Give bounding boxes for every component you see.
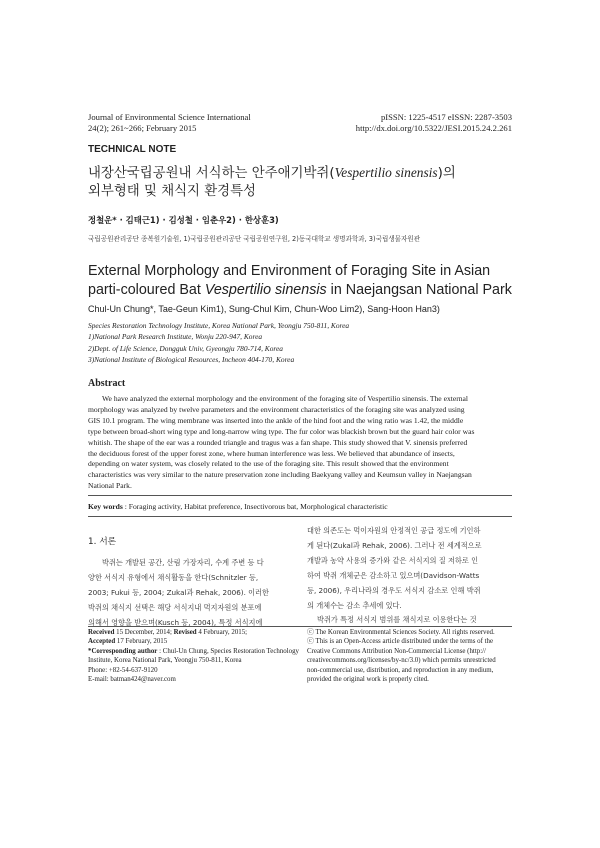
license-line: provided the original work is properly cited. <box>307 676 429 684</box>
doi-link[interactable]: http://dx.doi.org/10.5322/JESI.2015.24.2.261 <box>355 123 512 133</box>
footer-line: Phone: +82-54-637-9120 <box>88 666 158 674</box>
footer-line: Received 15 December, 2014; Revised 4 February, 2015; <box>88 629 248 636</box>
abstract-line: We have analyzed the external morphology and the environment of the foraging site of Vespertilio sinensis. The external <box>102 394 469 403</box>
issn: pISSN: 1225-4517 eISSN: 2287-3503 <box>380 112 512 122</box>
body-line: 하여 박쥐 개체군은 감소하고 있으며(Davidson-Watts <box>307 570 480 580</box>
journal-volume: 24(2); 261~266; February 2015 <box>88 123 197 133</box>
korean-authors: 정철운* · 김태근1) · 김성철 · 임춘우2) · 한상훈3) <box>88 215 279 225</box>
abstract-heading: Abstract <box>88 378 126 389</box>
abstract-body <box>88 394 512 492</box>
abstract-line: National Park. <box>88 481 132 491</box>
license-line: non-commercial use, distribution, and reproduction in any medium, <box>307 666 494 674</box>
body-line: 박쥐가 특정 서식지 범위를 채식지로 이용한다는 것 <box>317 615 477 625</box>
body-line: 의해서 영향을 받으며(Kusch 등, 2004), 특정 서식지에 <box>88 617 263 627</box>
abstract-line: type between broad-short wing type and long-narrow wing type. The fur color was blackish brown but the guard hair color was <box>88 426 475 436</box>
footer-received <box>88 628 299 684</box>
abstract-line: GIS 10.1 program. The wing membrane was inserted into the ankle of the hind foot and the wing ratio was 1.42, the middle <box>88 415 464 425</box>
footer-line: *Corresponding author : Chul-Un Chung, Species Restoration Technology <box>88 647 299 655</box>
english-authors: Chul-Un Chung*, Tae-Geun Kim1), Sung-Chul Kim, Chun-Woo Lim2), Sang-Hoon Han3) <box>88 304 440 314</box>
license-line: ⓒ This is an Open-Access article distributed under the terms of the <box>307 638 494 646</box>
english-title: External Morphology and Environment of Foraging Site in Asian parti-coloured Bat Vespertilio sinensis in Naejangsan National Park <box>88 263 512 298</box>
journal-ids <box>356 112 512 134</box>
journal-header <box>88 112 251 134</box>
divider <box>88 626 512 627</box>
body-line: 대한 의존도는 먹이자원의 안정적인 공급 정도에 기인하 <box>307 526 481 535</box>
abstract-line: depending on water system, was closely related to the use of the foraging site. This result showed that the environment <box>88 459 449 469</box>
footer-line: E-mail: batman424@naver.com <box>88 676 176 684</box>
footer-license <box>307 628 512 684</box>
korean-title-species: Vespertilio sinensis <box>334 165 438 180</box>
footer-line: Institute, Korea National Park, Yeongju 750-811, Korea <box>88 657 242 665</box>
korean-affiliations: 국립공원관리공단 종복원기술원, 1)국립공원관리공단 국립공원연구원, 2)동국대학교 생명과학과, 3)국립생물자원관 <box>88 235 421 243</box>
english-affiliations: Species Restoration Technology Institute, Korea National Park, Yeongju 750-811, Korea 1)National Park Research Institute, Wonju 220-947, Korea 2)Dept. of Life Science, Dongguk Univ, Gyeongju 780-714, Korea 3)National Institute of Biological Resources, Incheon 404-170, Korea <box>88 321 350 364</box>
abstract-line: morphology was analyzed by twelve parameters and the environment characteristics of the foraging site was analyzed using <box>88 404 465 414</box>
body-line: 박쥐는 개발된 공간, 산림 가장자리, 수계 주변 등 다 <box>102 558 264 567</box>
body-column-right <box>307 524 512 628</box>
body-line: 등, 2006), 우리나라의 경우도 서식지 감소로 인해 박쥐 <box>307 585 481 595</box>
body-line: 의 개체수는 감소 추세에 있다. <box>307 600 402 610</box>
abstract-line: the deciduous forest of the upper forest zone, where human interference was less. We believed that abundance of insects, <box>88 448 455 458</box>
section-heading: 1. 서론 <box>88 537 117 547</box>
body-line: 양한 서식지 유형에서 채식활동을 한다(Schnitzler 등, <box>88 572 259 582</box>
journal-name: Journal of Environmental Science International <box>88 112 251 122</box>
license-line: creativecommons.org/licenses/by-nc/3.0) which permits unrestricted <box>307 657 496 665</box>
abstract-line: characteristics was very similar to the nature preservation zone including Baekyang valley and Keumsun valley in Naejangsan <box>88 470 472 480</box>
body-line: 2003; Fukui 등, 2004; Zukal과 Rehak, 2006). 이러한 <box>88 587 270 597</box>
english-title-species: Vespertilio sinensis <box>204 282 327 298</box>
body-line: 박쥐의 채식지 선택은 해당 서식지내 먹지자원의 분포에 <box>88 602 262 612</box>
abstract-line: whitish. The shape of the ear was a rounded triangle and tragus was a fan shape. This study showed that V. sinensis preferred <box>88 437 468 447</box>
license-line: ⓒ The Korean Environmental Sciences Society. All rights reserved. <box>307 629 495 636</box>
license-line: Creative Commons Attribution Non-Commercial License (http:// <box>307 647 486 655</box>
divider <box>88 516 512 517</box>
body-line: 게 된다(Zukal과 Rehak, 2006). 그러나 전 세계적으로 <box>307 540 482 550</box>
footer-line: Accepted 17 February, 2015 <box>88 638 168 646</box>
body-column-left <box>88 556 293 631</box>
keywords: Key words : Foraging activity, Habitat preference, Insectivorous bat, Morphological characteristic <box>88 502 388 511</box>
note-type: TECHNICAL NOTE <box>88 144 177 155</box>
divider <box>88 495 512 496</box>
korean-title: 내장산국립공원내 서식하는 안주애기박쥐(Vespertilio sinensis)의 외부형태 및 채식지 환경특성 <box>88 165 456 199</box>
body-line: 개발과 농약 사용의 증가와 같은 서식지의 질 저하로 인 <box>307 555 479 565</box>
